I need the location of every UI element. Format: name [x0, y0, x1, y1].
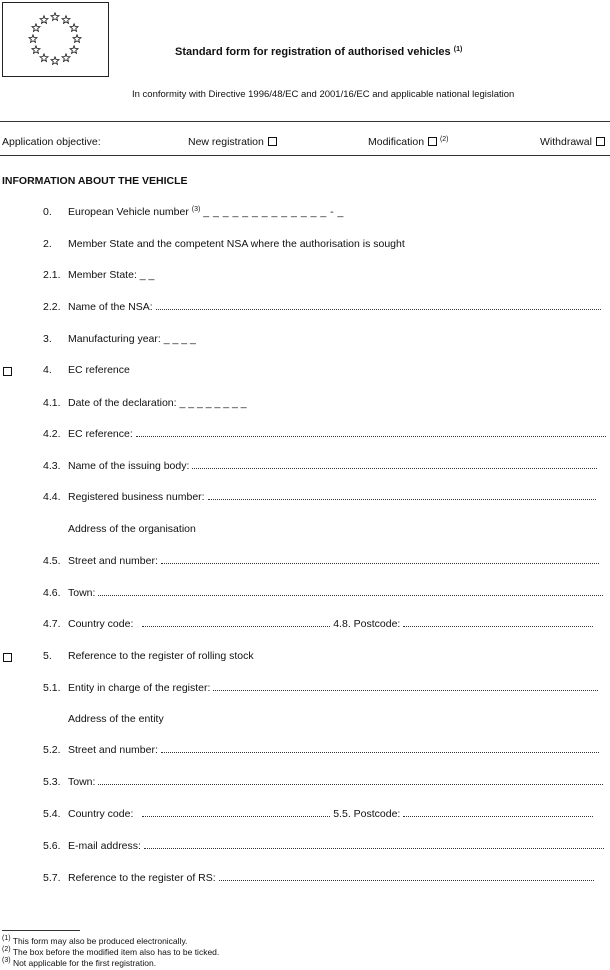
issuing-body-field[interactable]	[192, 460, 597, 469]
email-field[interactable]	[144, 840, 604, 849]
footnote-2: $^{(2)}$ The box before the modified item also has to be ticked.	[2, 946, 220, 957]
org-country-code-field[interactable]	[142, 618, 330, 627]
item-european-vehicle-number: 0. European Vehicle number $^{(3)}$ _ _ _ _ _ _ _ _ _ _ _ _ _ - _	[43, 206, 344, 218]
eu-flag-icon	[2, 2, 109, 77]
withdrawal-option[interactable]: Withdrawal	[540, 136, 605, 148]
item-declaration-date: 4.1. Date of the declaration: _ _ _ _ _ _ _ _	[43, 397, 247, 409]
item-entity-town: 5.3. Town:	[0, 776, 610, 790]
item-rolling-stock-register: 5. Reference to the register of rolling stock	[43, 650, 254, 662]
rs-register-reference-field[interactable]	[219, 872, 594, 881]
new-registration-checkbox[interactable]	[268, 137, 277, 146]
section-heading: INFORMATION ABOUT THE VEHICLE	[2, 175, 188, 187]
form-subtitle: In conformity with Directive 1996/48/EC and 2001/16/EC and applicable national legislation	[132, 89, 515, 100]
item-ec-reference-value: 4.2. EC reference:	[0, 428, 610, 442]
ec-reference-field[interactable]	[136, 428, 606, 437]
item-manufacturing-year: 3. Manufacturing year: _ _ _ _	[43, 333, 196, 345]
declaration-date-field[interactable]: _ _ _ _ _ _ _ _	[179, 397, 247, 409]
business-number-field[interactable]	[208, 491, 596, 500]
item-ec-reference: 4. EC reference	[43, 364, 130, 376]
item-org-country-postcode: 4.7. Country code: 4.8. Postcode:	[0, 618, 610, 632]
footnote-divider	[2, 930, 80, 931]
star-icon	[32, 46, 40, 54]
star-icon	[70, 24, 78, 32]
divider-objective	[0, 155, 610, 156]
modification-option[interactable]: Modification $^{(2)}$	[368, 136, 449, 148]
entity-street-field[interactable]	[161, 744, 599, 753]
modification-checkbox[interactable]	[428, 137, 437, 146]
star-icon	[62, 16, 70, 24]
item-business-number: 4.4. Registered business number:	[0, 491, 610, 505]
org-postcode-field[interactable]	[403, 618, 593, 627]
entity-address-heading: Address of the entity	[68, 713, 164, 725]
item-entity-street: 5.2. Street and number:	[0, 744, 610, 758]
new-registration-option[interactable]: New registration	[188, 136, 277, 148]
org-street-field[interactable]	[161, 555, 599, 564]
star-icon	[62, 54, 70, 62]
star-icon	[70, 46, 78, 54]
item-entity-country-postcode: 5.4. Country code: 5.5. Postcode:	[0, 808, 610, 822]
item-register-entity: 5.1. Entity in charge of the register:	[0, 682, 610, 696]
item-member-state-nsa: 2. Member State and the competent NSA where the authorisation is sought	[43, 238, 405, 250]
star-icon	[29, 35, 37, 43]
star-icon	[51, 57, 59, 65]
form-title: Standard form for registration of authorised vehicles $^{(1)}$	[175, 46, 463, 58]
item-email: 5.6. E-mail address:	[0, 840, 610, 854]
withdrawal-checkbox[interactable]	[596, 137, 605, 146]
entity-country-code-field[interactable]	[142, 808, 330, 817]
member-state-field[interactable]: _ _	[139, 269, 155, 281]
vehicle-number-field[interactable]: _ _ _ _ _ _ _ _ _ _ _ _ _ - _	[203, 206, 344, 218]
item-member-state: 2.1. Member State: _ _	[43, 269, 155, 281]
item-nsa-name: 2.2. Name of the NSA:	[0, 301, 610, 315]
item-rs-register-reference: 5.7. Reference to the register of RS:	[0, 872, 610, 886]
divider-top	[0, 121, 610, 122]
star-icon	[40, 54, 48, 62]
org-town-field[interactable]	[98, 587, 603, 596]
register-entity-field[interactable]	[213, 682, 598, 691]
star-icon	[51, 13, 59, 21]
item-org-street: 4.5. Street and number:	[0, 555, 610, 569]
objective-label: Application objective:	[2, 136, 101, 148]
star-icon	[73, 35, 81, 43]
manufacturing-year-field[interactable]: _ _ _ _	[163, 333, 196, 345]
star-icon	[32, 24, 40, 32]
item-org-town: 4.6. Town:	[0, 587, 610, 601]
item-issuing-body: 4.3. Name of the issuing body:	[0, 460, 610, 474]
nsa-name-field[interactable]	[156, 301, 601, 310]
footnote-3: $^{(3)}$ Not applicable for the first registration.	[2, 957, 157, 968]
entity-postcode-field[interactable]	[403, 808, 593, 817]
org-address-heading: Address of the organisation	[68, 523, 196, 535]
star-icon	[40, 16, 48, 24]
footnote-1: $^{(1)}$ This form may also be produced electronically.	[2, 935, 188, 946]
entity-town-field[interactable]	[98, 776, 603, 785]
